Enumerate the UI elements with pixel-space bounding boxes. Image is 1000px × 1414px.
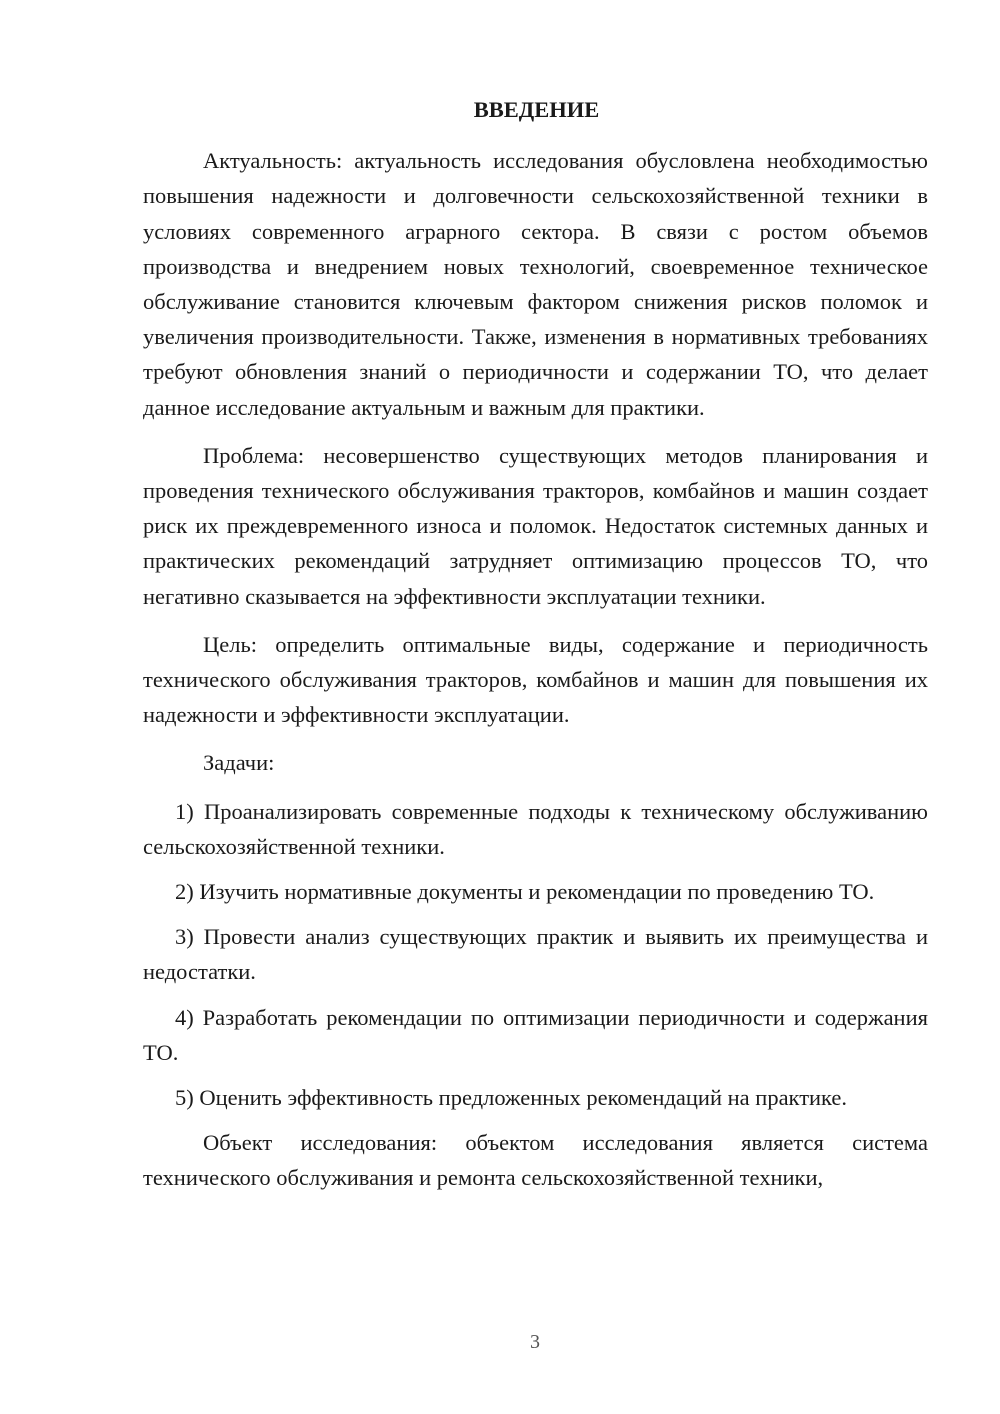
task-item: 5) Оценить эффективность предложенных рекомендаций на практике. [175,1085,848,1111]
relevance-paragraph: Актуальность: актуальность исследования обусловлена необходимостью повышения надежности и долговечности сельскохозяйственной техники в условиях современного аграрного сектора. В связи с ростом объемов производства и внедрением новых технологий, своевременное техническое обслуживание становится ключевым фактором снижения рисков поломок и увеличения производительности. Также, изменения в нормативных требованиях требуют обновления знаний о периодичности и содержании ТО, что делает данное исследование актуальным и важным для практики. [143,148,928,420]
goal-paragraph: Цель: определить оптимальные виды, содержание и периодичность технического обслуживания тракторов, комбайнов и машин для повышения их надежности и эффективности эксплуатации. [143,631,928,728]
page-content [143,92,928,1209]
task-item: 4) Разработать рекомендации по оптимизации периодичности и содержания ТО. [143,1004,928,1065]
task-item: 2) Изучить нормативные документы и рекомендации по проведению ТО. [175,879,875,905]
problem-paragraph: Проблема: несовершенство существующих методов планирования и проведения технического обслуживания тракторов, комбайнов и машин создает риск их преждевременного износа и поломок. Недостаток системных данных и практических рекомендаций затрудняет оптимизацию процессов ТО, что негативно сказывается на эффективности эксплуатации техники. [143,442,928,609]
object-paragraph: Объект исследования: объектом исследования является система технического обслуживания и ремонта сельскохозяйственной техники, [143,1130,928,1191]
section-heading: ВВЕДЕНИЕ [473,97,600,122]
task-item: 3) Провести анализ существующих практик и выявить их преимущества и недостатки. [143,924,928,985]
tasks-label: Задачи: [203,750,275,776]
tasks-list [143,794,928,1116]
page-number: 3 [530,1331,540,1353]
task-item: 1) Проанализировать современные подходы к техническому обслуживанию сельскохозяйственной техники. [143,798,928,859]
